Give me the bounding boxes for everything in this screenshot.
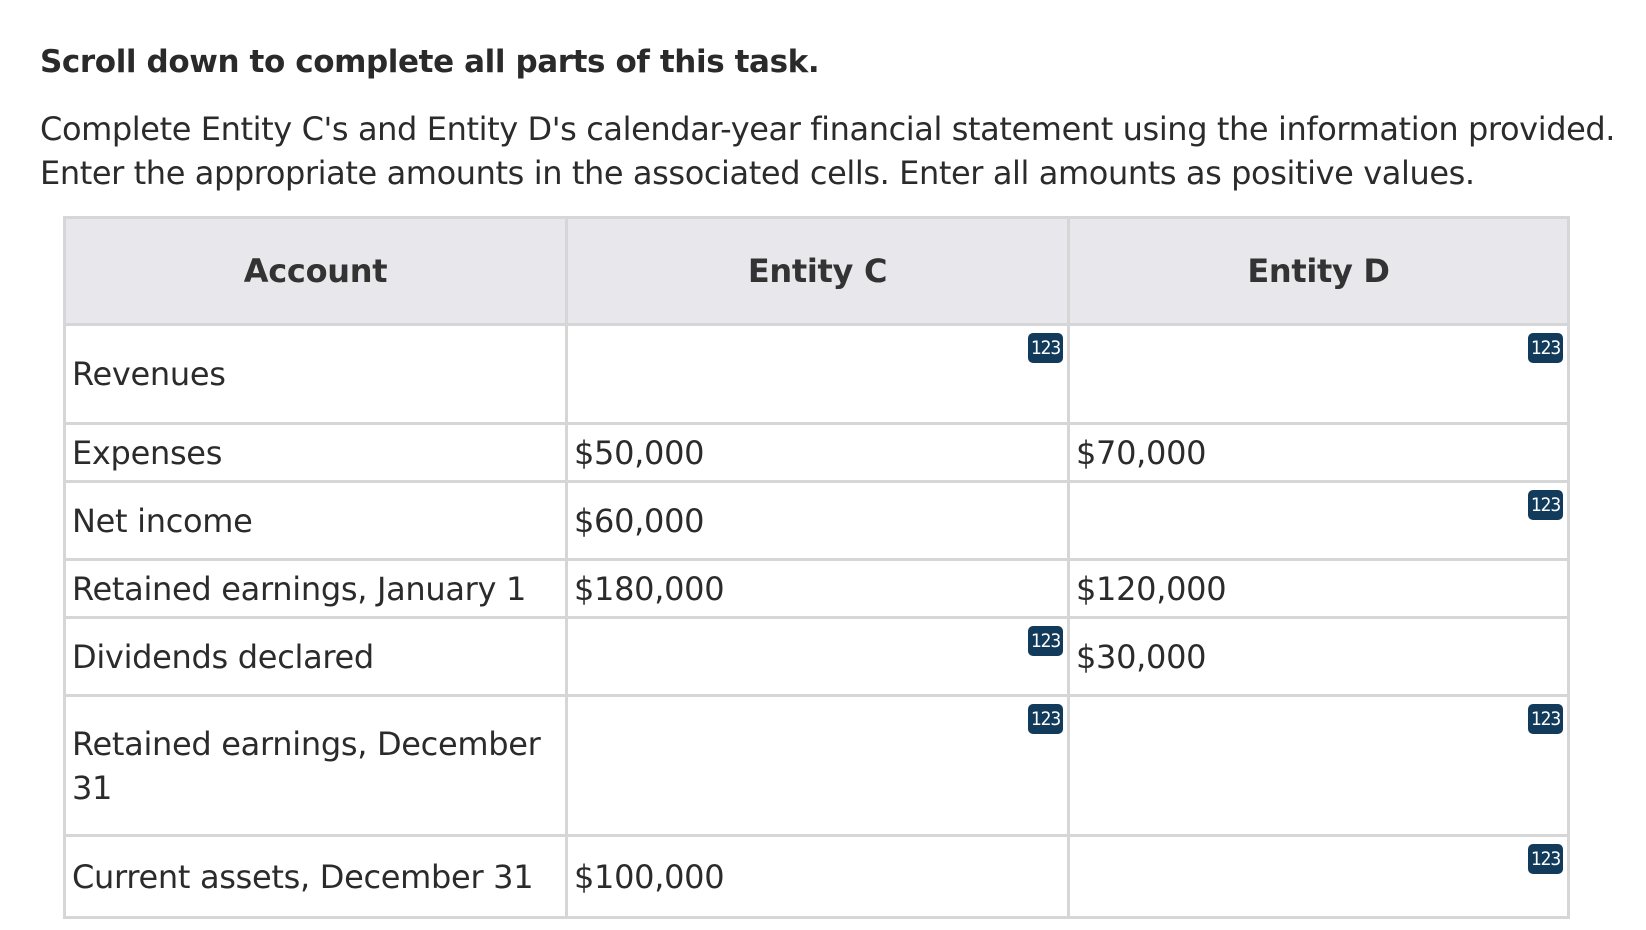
- entity-c-re-dec-field[interactable]: [568, 697, 1067, 834]
- entity-d-net-income-field[interactable]: [1070, 483, 1567, 558]
- entity-d-current-assets-field[interactable]: [1070, 837, 1567, 916]
- table-row-retained-earnings-dec: [65, 696, 1569, 836]
- instruction-line-1: Complete Entity C's and Entity D's calendar-year financial statement using the information provided.: [40, 110, 1616, 148]
- table-row-expenses: [65, 424, 1569, 482]
- numeric-input-icon: 123: [1528, 333, 1563, 363]
- account-label: Current assets, December 31: [72, 857, 534, 896]
- entity-c-expenses-value: [567, 424, 1069, 482]
- cell-value: $100,000: [574, 857, 725, 896]
- table-header-row: [65, 218, 1569, 325]
- entity-d-revenues-field[interactable]: [1070, 326, 1567, 422]
- task-instructions: [40, 107, 1620, 195]
- numeric-input-icon: 123: [1028, 704, 1063, 734]
- column-header-entity-c: Entity C: [567, 218, 1069, 325]
- cell-value: $60,000: [574, 501, 705, 540]
- cell-value: $30,000: [1076, 637, 1207, 676]
- column-header-entity-d: Entity D: [1069, 218, 1569, 325]
- numeric-input-icon: 123: [1028, 626, 1063, 656]
- numeric-input-icon: 123: [1528, 704, 1563, 734]
- task-heading: Scroll down to complete all parts of this task.: [40, 44, 820, 80]
- entity-d-revenues-input[interactable]: [1069, 325, 1569, 424]
- table-row-retained-earnings-jan: [65, 560, 1569, 618]
- account-cell: [65, 696, 567, 836]
- entity-d-re-dec-input[interactable]: [1069, 696, 1569, 836]
- account-label: Retained earnings, January 1: [72, 569, 527, 608]
- entity-c-re-jan-value: [567, 560, 1069, 618]
- account-label: Revenues: [72, 355, 226, 393]
- cell-value: $50,000: [574, 433, 705, 472]
- account-cell: [65, 424, 567, 482]
- entity-c-re-dec-input[interactable]: [567, 696, 1069, 836]
- numeric-input-icon: 123: [1028, 333, 1063, 363]
- account-cell: [65, 836, 567, 918]
- account-cell: [65, 560, 567, 618]
- cell-value: $180,000: [574, 569, 725, 608]
- table-row-net-income: [65, 482, 1569, 560]
- entity-c-dividends-field[interactable]: [568, 619, 1067, 694]
- account-label: Retained earnings, December 31: [72, 724, 541, 807]
- account-cell: [65, 482, 567, 560]
- entity-d-current-assets-input[interactable]: [1069, 836, 1569, 918]
- numeric-input-icon: 123: [1528, 844, 1563, 874]
- entity-d-re-dec-field[interactable]: [1070, 697, 1567, 834]
- entity-c-net-income-value: [567, 482, 1069, 560]
- table-row-dividends: [65, 618, 1569, 696]
- entity-c-dividends-input[interactable]: [567, 618, 1069, 696]
- table-row-current-assets: [65, 836, 1569, 918]
- cell-value: $70,000: [1076, 433, 1207, 472]
- account-label: Expenses: [72, 433, 223, 472]
- entity-d-net-income-input[interactable]: [1069, 482, 1569, 560]
- account-label: Net income: [72, 501, 253, 540]
- entity-d-re-jan-value: [1069, 560, 1569, 618]
- account-cell: [65, 618, 567, 696]
- table-row-revenues: [65, 325, 1569, 424]
- cell-value: $120,000: [1076, 569, 1227, 608]
- column-header-account: Account: [65, 218, 567, 325]
- entity-c-current-assets-value: [567, 836, 1069, 918]
- entity-c-revenues-input[interactable]: [567, 325, 1069, 424]
- entity-c-revenues-field[interactable]: [568, 326, 1067, 422]
- account-label: Dividends declared: [72, 637, 374, 676]
- entity-d-expenses-value: [1069, 424, 1569, 482]
- numeric-input-icon: 123: [1528, 490, 1563, 520]
- instruction-line-2: Enter the appropriate amounts in the associated cells. Enter all amounts as positive values.: [40, 154, 1475, 192]
- financial-statement-table: [63, 216, 1570, 919]
- account-cell: [65, 325, 567, 424]
- entity-d-dividends-value: [1069, 618, 1569, 696]
